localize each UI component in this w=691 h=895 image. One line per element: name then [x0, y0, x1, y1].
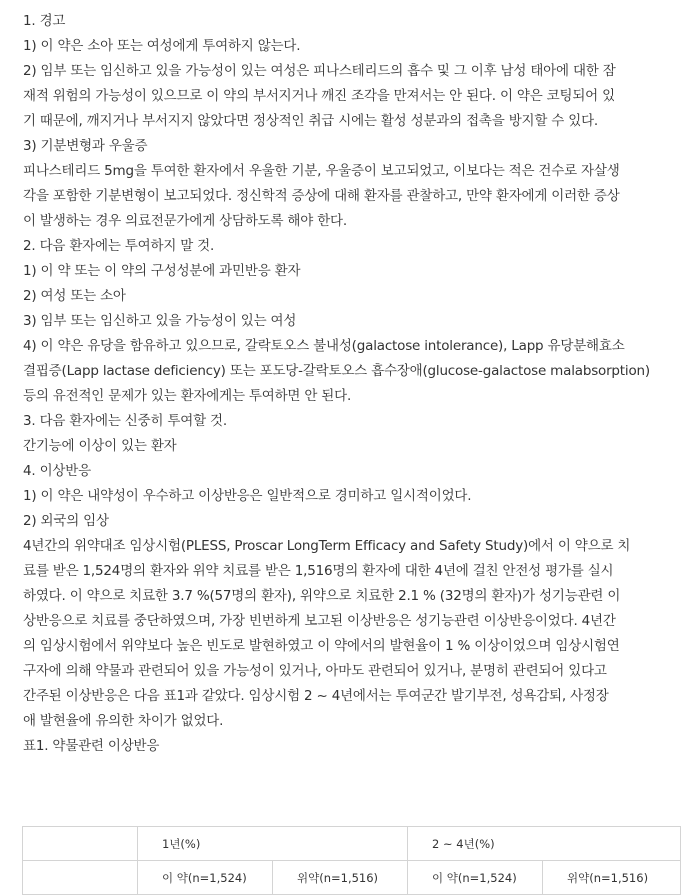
document-body	[0, 9, 691, 759]
header-cell-year2-4: 2 ~ 4년(%)	[408, 827, 681, 861]
adverse-reaction-table-container	[22, 826, 680, 895]
text-line: 결핍증(Lapp lactase deficiency) 또는 포도당-갈락토오스 흡수장애(glucose-galactose malabsorption)	[23, 363, 650, 379]
text-line: 4) 이 약은 유당을 함유하고 있으므로, 갈락토오스 불내성(galactose intolerance), Lapp 유당분해효소	[23, 338, 625, 354]
table-header-row	[23, 827, 681, 861]
text-line: 표1. 약물관련 이상반응	[23, 738, 160, 754]
text-line: 피나스테리드 5mg을 투여한 환자에서 우울한 기분, 우울증이 보고되었고, 이보다는 적은 건수로 자살생	[23, 163, 620, 179]
text-line: 2. 다음 환자에는 투여하지 말 것.	[23, 238, 215, 254]
adverse-reaction-table	[22, 826, 681, 895]
text-line: 2) 외국의 임상	[23, 513, 109, 529]
text-line: 하였다. 이 약으로 치료한 3.7 %(57명의 환자), 위약으로 치료한 2.1 % (32명의 환자)가 성기능관련 이	[23, 588, 621, 604]
text-line: 4. 이상반응	[23, 463, 91, 479]
text-line: 간기능에 이상이 있는 환자	[23, 438, 177, 454]
text-line: 애 발현율에 유의한 차이가 없었다.	[23, 713, 224, 729]
subheader-cell-placebo-year1: 위약(n=1,516)	[273, 861, 408, 895]
text-line: 간주된 이상반응은 다음 표1과 같았다. 임상시험 2 ~ 4년에서는 투여군간 발기부전, 성욕감퇴, 사정장	[23, 688, 609, 704]
text-line: 이 발생하는 경우 의료전문가에게 상담하도록 해야 한다.	[23, 213, 347, 229]
text-line: 등의 유전적인 문제가 있는 환자에게는 투여하면 안 된다.	[23, 388, 352, 404]
text-line: 상반응으로 치료를 중단하였으며, 가장 빈번하게 보고된 이상반응은 성기능관련 이상반응이었다. 4년간	[23, 613, 616, 629]
text-line: 3) 기분변형과 우울증	[23, 138, 148, 154]
subheader-cell-empty	[23, 861, 138, 895]
text-line: 1) 이 약 또는 이 약의 구성성분에 과민반응 환자	[23, 263, 301, 279]
text-line: 1) 이 약은 내약성이 우수하고 이상반응은 일반적으로 경미하고 일시적이었다.	[23, 488, 472, 504]
header-cell-empty	[23, 827, 138, 861]
text-line: 재적 위험의 가능성이 있으므로 이 약의 부서지거나 깨진 조각을 만져서는 안 된다. 이 약은 코팅되어 있	[23, 88, 615, 104]
text-line: 의 임상시험에서 위약보다 높은 빈도로 발현하였고 이 약에서의 발현율이 1 % 이상이었으며 임상시험연	[23, 638, 620, 654]
text-line: 3. 다음 환자에는 신중히 투여할 것.	[23, 413, 227, 429]
text-line: 1) 이 약은 소아 또는 여성에게 투여하지 않는다.	[23, 38, 301, 54]
text-line: 4년간의 위약대조 임상시험(PLESS, Proscar LongTerm Efficacy and Safety Study)에서 이 약으로 치	[23, 538, 631, 554]
text-line: 1. 경고	[23, 13, 66, 29]
text-line: 기 때문에, 깨지거나 부서지지 않았다면 정상적인 취급 시에는 활성 성분과의 접촉을 방지할 수 있다.	[23, 113, 599, 129]
subheader-cell-drug-year2-4: 이 약(n=1,524)	[408, 861, 543, 895]
text-line: 2) 임부 또는 임신하고 있을 가능성이 있는 여성은 피나스테리드의 흡수 및 그 이후 남성 태아에 대한 잠	[23, 63, 616, 79]
table-subheader-row	[23, 861, 681, 895]
text-line: 3) 임부 또는 임신하고 있을 가능성이 있는 여성	[23, 313, 297, 329]
text-line: 구자에 의해 약물과 관련되어 있을 가능성이 있거나, 아마도 관련되어 있거나, 분명히 관련되어 있다고	[23, 663, 607, 679]
subheader-cell-drug-year1: 이 약(n=1,524)	[138, 861, 273, 895]
text-line: 료를 받은 1,524명의 환자와 위약 치료를 받은 1,516명의 환자에 대한 4년에 걸친 안전성 평가를 실시	[23, 563, 614, 579]
header-cell-year1: 1년(%)	[138, 827, 408, 861]
text-line: 2) 여성 또는 소아	[23, 288, 126, 304]
subheader-cell-placebo-year2-4: 위약(n=1,516)	[543, 861, 681, 895]
text-line: 각을 포함한 기분변형이 보고되었다. 정신학적 증상에 대해 환자를 관찰하고, 만약 환자에게 이러한 증상	[23, 188, 620, 204]
